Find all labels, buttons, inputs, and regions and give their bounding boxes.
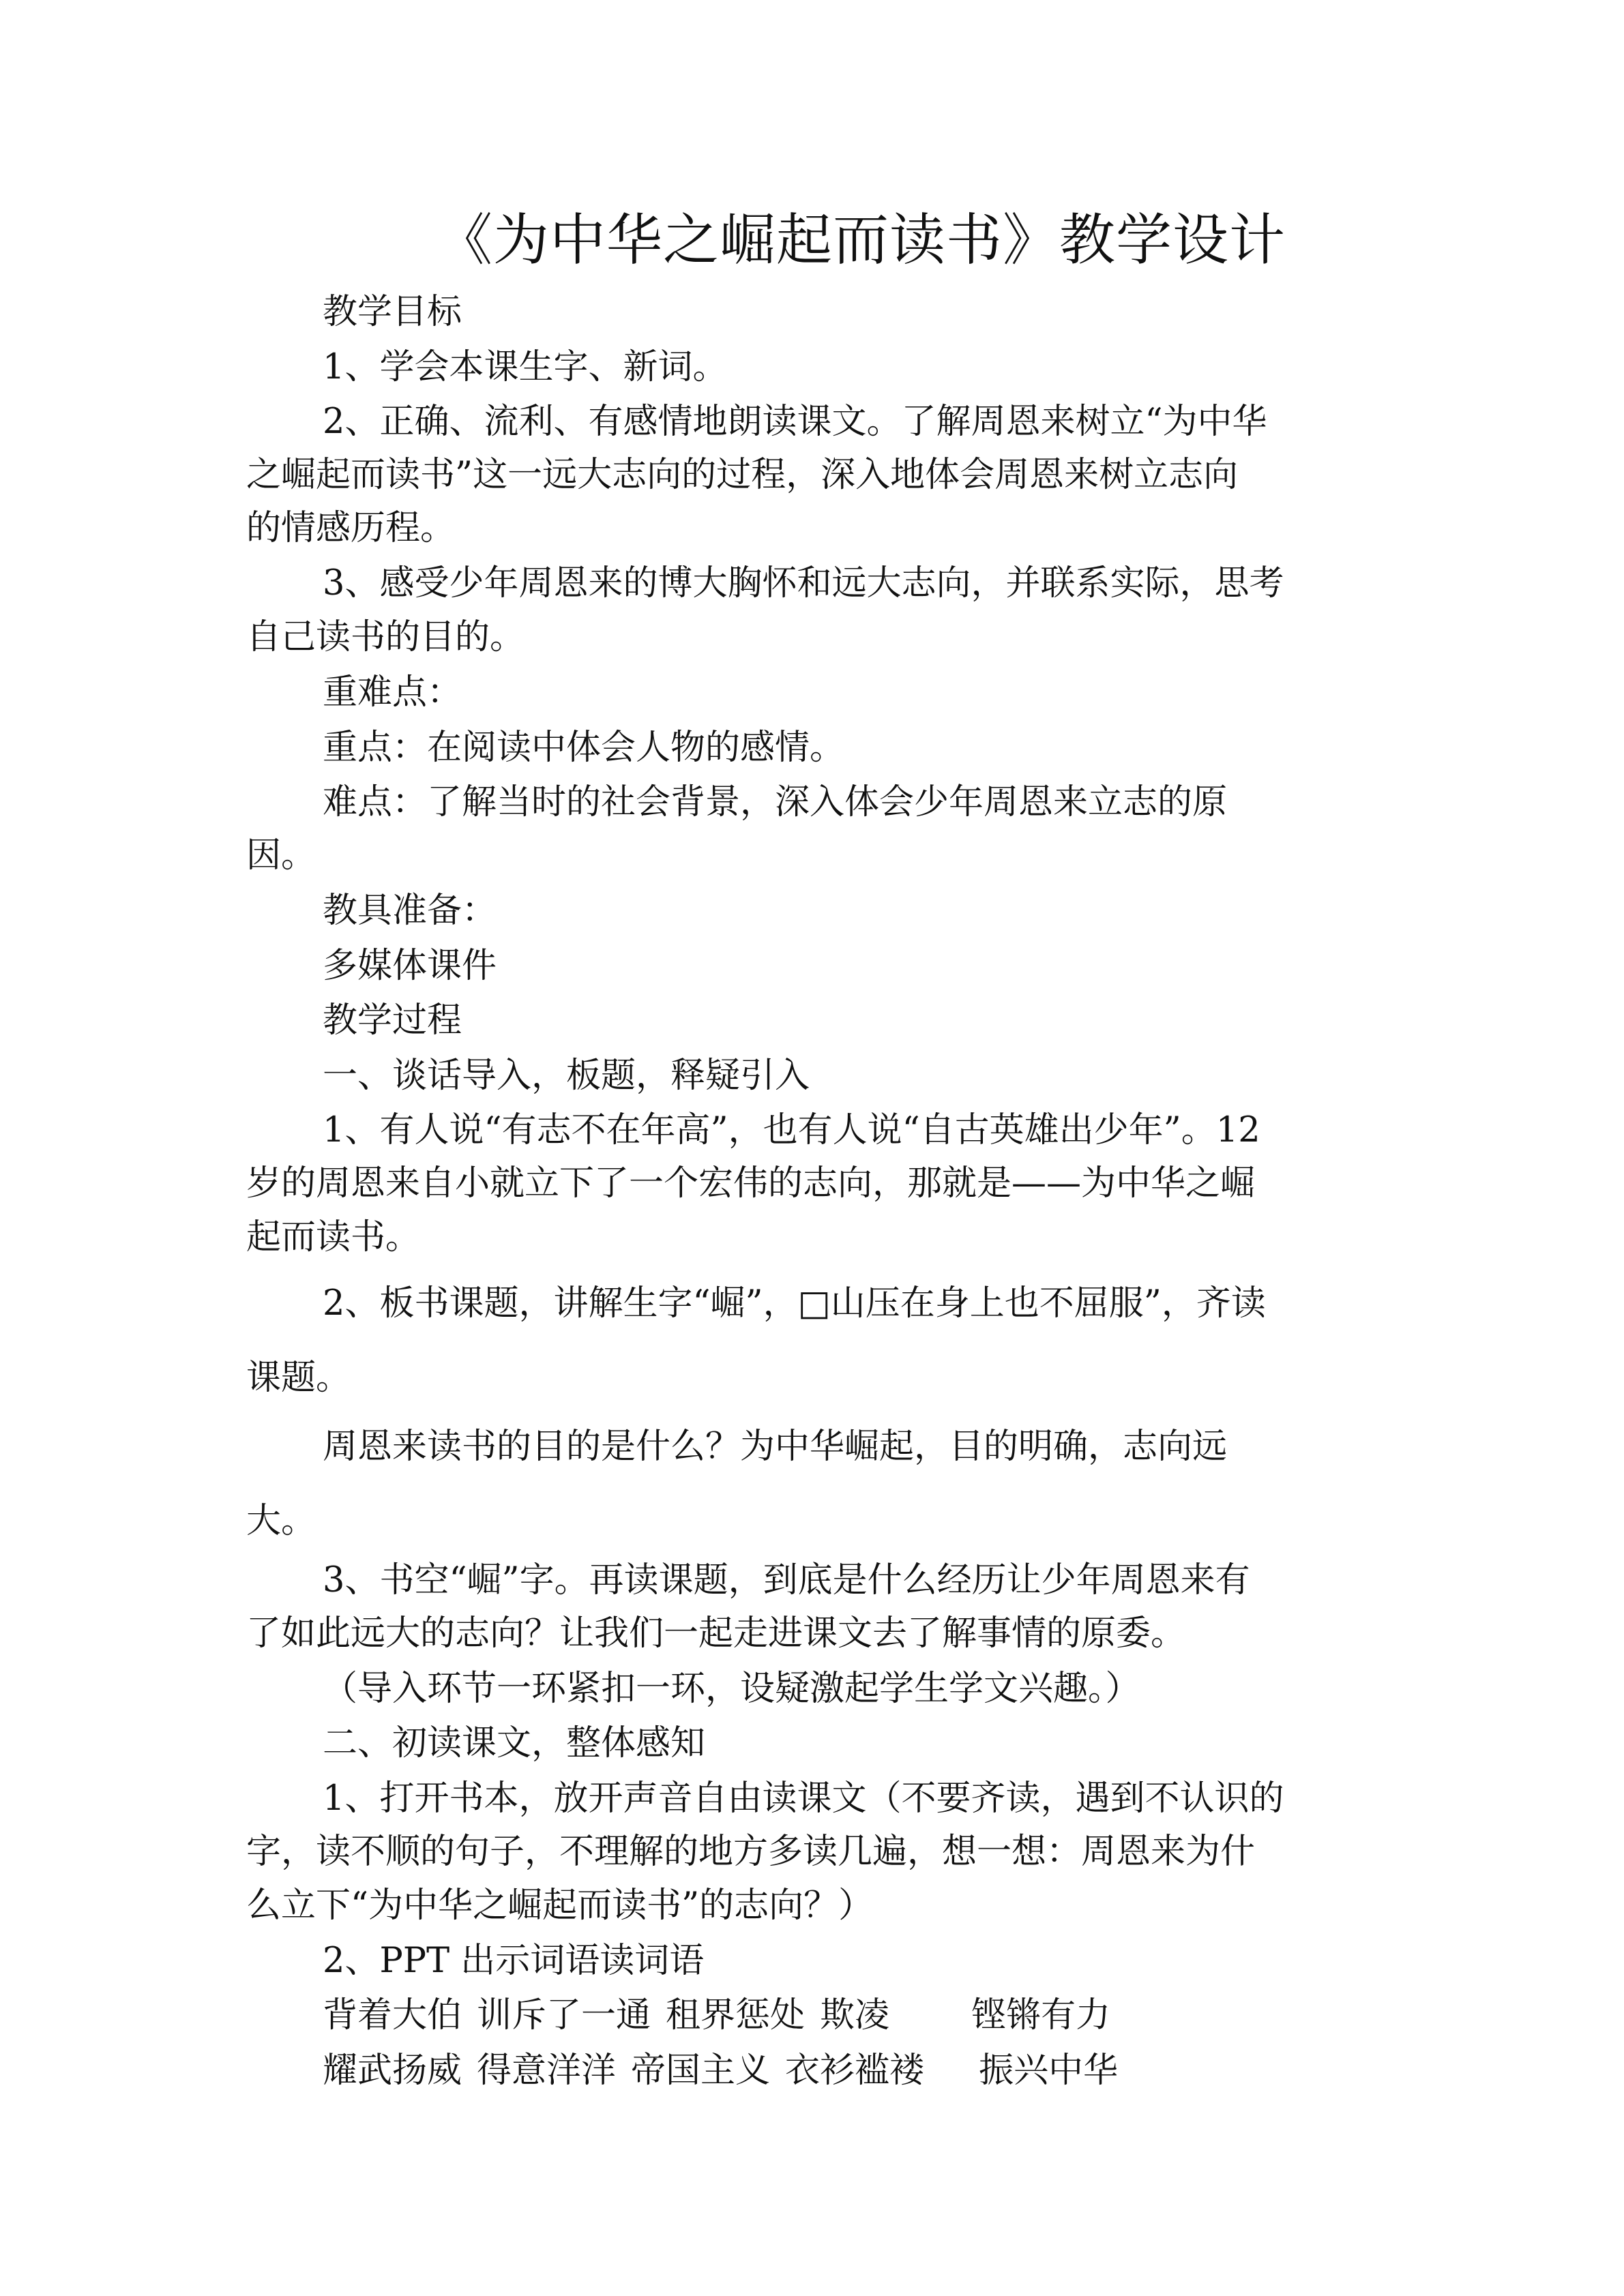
- heading-materials: 教具准备：: [323, 891, 497, 931]
- difficult-point-line-2: 因。: [246, 835, 316, 876]
- word: 耀武扬威: [323, 2051, 462, 2091]
- key-point: 重点：在阅读中体会人物的感情。: [323, 728, 845, 768]
- word: 衣衫褴褛: [785, 2051, 925, 2091]
- document-title: 《为中华之崛起而读书》教学设计: [437, 208, 1286, 273]
- word: 训斥了一通: [477, 1995, 651, 2036]
- word: 铿锵有力: [971, 1995, 1111, 2036]
- step-1-3-line-1: 3、书空“崛”字。再读课题，到底是什么经历让少年周恩来有: [323, 1560, 1250, 1600]
- difficult-point-line-1: 难点：了解当时的社会背景，深入体会少年周恩来立志的原: [323, 782, 1228, 822]
- question-line-2: 大。: [246, 1501, 316, 1541]
- step-2-1-line-2: 字，读不顺的句子，不理解的地方多读几遍，想一想：周恩来为什: [246, 1832, 1256, 1872]
- heading-objectives: 教学目标: [323, 292, 462, 332]
- objective-3-line-1: 3、感受少年周恩来的博大胸怀和远大志向，并联系实际，思考: [323, 563, 1284, 603]
- objective-2-line-3: 的情感历程。: [246, 508, 456, 548]
- note-intro: （导入环节一环紧扣一环，设疑激起学生学文兴趣。）: [323, 1669, 1140, 1709]
- materials-text: 多媒体课件: [323, 946, 497, 986]
- word-row-1: [323, 1992, 1110, 2040]
- word: 得意洋洋: [477, 2051, 617, 2091]
- step-2-2: 2、PPT 出示词语读词语: [323, 1941, 705, 1981]
- step-1-3-line-2: 了如此远大的志向？让我们一起走进课文去了解事情的原委。: [246, 1613, 1186, 1654]
- section-2-heading: 二、初读课文，整体感知: [323, 1723, 706, 1763]
- word: 租界惩处: [666, 1995, 806, 2036]
- step-2-1-line-3: 么立下“为中华之崛起而读书”的志向？）: [246, 1885, 874, 1926]
- heading-process: 教学过程: [323, 1000, 462, 1041]
- section-1-heading: 一、谈话导入，板题，释疑引入: [323, 1056, 810, 1096]
- step-2-1-line-1: 1、打开书本，放开声音自由读课文（不要齐读，遇到不认识的: [323, 1778, 1284, 1819]
- question-line-1: 周恩来读书的目的是什么？为中华崛起，目的明确，志向远: [323, 1427, 1228, 1467]
- step-1-2-line-2: 课题。: [246, 1358, 351, 1398]
- objective-2-line-2: 之崛起而读书”这一远大志向的过程，深入地体会周恩来树立志向: [246, 455, 1239, 495]
- step-1-1-line-2: 岁的周恩来自小就立下了一个宏伟的志向，那就是——为中华之崛: [246, 1163, 1256, 1204]
- word: 背着大伯: [323, 1995, 462, 2036]
- objective-1: 1、学会本课生字、新词。: [323, 347, 728, 387]
- word: 振兴中华: [979, 2051, 1119, 2091]
- word: 欺凌: [820, 1995, 890, 2036]
- step-1-2-line-1: 2、板书课题，讲解生字“崛”，□山压在身上也不屈服”，齐读: [323, 1283, 1266, 1324]
- word-row-2: [323, 2047, 1118, 2095]
- word: 帝国主义: [631, 2051, 771, 2091]
- objective-2-line-1: 2、正确、流利、有感情地朗读课文。了解周恩来树立“为中华: [323, 402, 1267, 442]
- step-1-1-line-3: 起而读书。: [246, 1217, 421, 1257]
- step-1-1-line-1: 1、有人说“有志不在年高”，也有人说“自古英雄出少年”。12: [323, 1110, 1260, 1150]
- heading-key-points: 重难点：: [323, 672, 462, 713]
- objective-3-line-2: 自己读书的目的。: [246, 617, 525, 657]
